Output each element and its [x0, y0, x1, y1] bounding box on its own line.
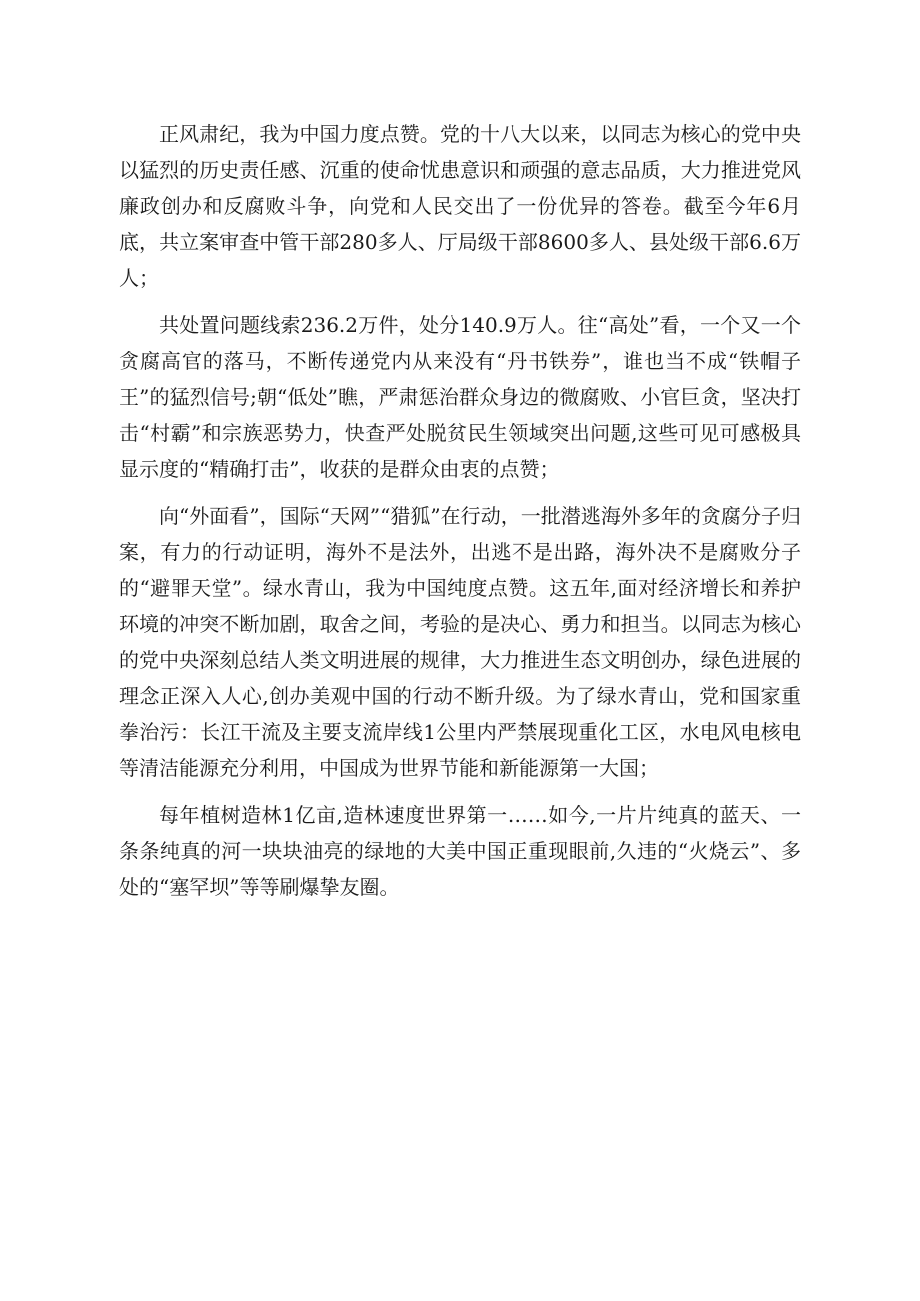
paragraph-1: 正风肃纪，我为中国力度点赞。党的十八大以来，以同志为核心的党中央以猛烈的历史责任感、沉重的使命忧患意识和顽强的意志品质，大力推进党风廉政创办和反腐败斗争，向党和人民交出了一份优异的答卷。截至今年6月底，共立案审查中管干部280多人、厅局级干部8600多人、县处级干部6.6万人；	[119, 122, 801, 290]
paragraph-3: 向“外面看”，国际“天网”“猎狐”在行动，一批潜逃海外多年的贪腐分子归案，有力的行动证明，海外不是法外，出逃不是出路，海外决不是腐败分子的“避罪天堂”。绿水青山，我为中国纯度点赞。这五年,面对经济增长和养护环境的冲突不断加剧，取舍之间，考验的是决心、勇力和担当。以同志为核心的党中央深刻总结人类文明进展的规律，大力推进生态文明创办，绿色进展的理念正深入人心,创办美观中国的行动不断升级。为了绿水青山，党和国家重拳治污：长江干流及主要支流岸线1公里内严禁展现重化工区，水电风电核电等清洁能源充分利用，中国成为世界节能和新能源第一大国；	[119, 504, 801, 780]
paragraph-4: 每年植树造林1亿亩,造林速度世界第一……如今,一片片纯真的蓝天、一条条纯真的河一块块油亮的绿地的大美中国正重现眼前,久违的“火烧云”、多处的“塞罕坝”等等刷爆挚友圈。	[119, 803, 801, 899]
document-body	[119, 116, 801, 905]
paragraph-2: 共处置问题线索236.2万件，处分140.9万人。往“高处”看，一个又一个贪腐高官的落马，不断传递党内从来没有“丹书铁券”，谁也当不成“铁帽子王”的猛烈信号;朝“低处”瞧，严肃惩治群众身边的微腐败、小官巨贪，坚决打击“村霸”和宗族恶势力，快查严处脱贫民生领域突出问题,这些可见可感极具显示度的“精确打击”，收获的是群众由衷的点赞；	[119, 313, 801, 481]
